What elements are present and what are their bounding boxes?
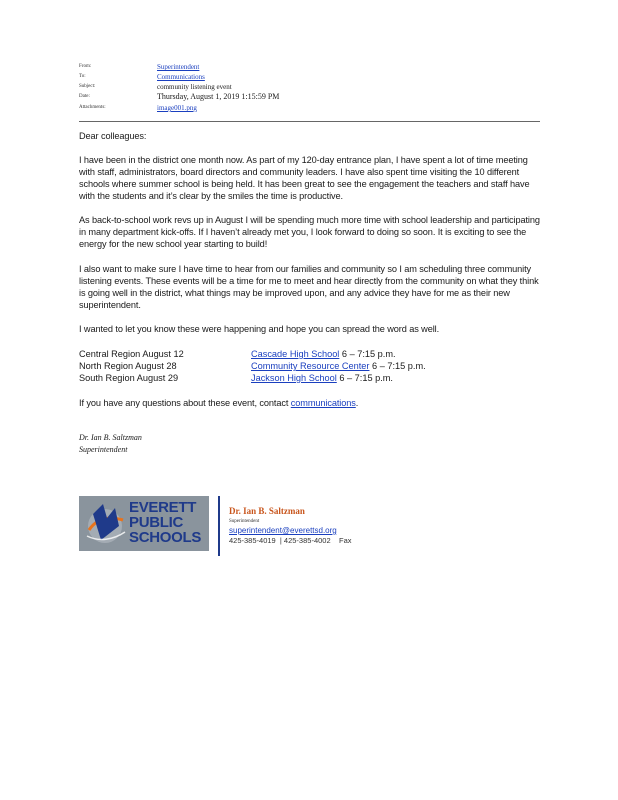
event-time: 6 – 7:15 p.m.: [339, 373, 393, 383]
signature-phone: 425-385-4019: [229, 536, 276, 545]
communications-link[interactable]: communications: [290, 398, 356, 408]
logo-line-schools: SCHOOLS: [129, 529, 202, 546]
signature-email-link[interactable]: superintendent@everettsd.org: [229, 526, 337, 535]
logo-line-public: PUBLIC: [129, 514, 184, 531]
signature-fax-label: Fax: [338, 536, 352, 545]
signature-name: Dr. Ian B. Saltzman: [229, 506, 305, 516]
event-time: 6 – 7:15 p.m.: [341, 349, 396, 359]
logo-line-everett: EVERETT: [129, 499, 197, 516]
signature-contact: [229, 536, 352, 545]
event-venue-link[interactable]: Jackson High School: [251, 373, 337, 383]
sign-title: Superintendent: [79, 445, 128, 454]
event-region: South Region August 29: [79, 373, 179, 383]
signature-title: Superintendent: [229, 519, 260, 524]
event-time: 6 – 7:15 p.m.: [372, 361, 426, 371]
event-region: North Region August 28: [79, 361, 177, 371]
paragraph-1: I have been in the district one month now. As part of my 120-day entrance plan, I have spent a lot of time meeting with staff, administrators, board directors and community leaders. I have also spent time visiting the 10 different schools where summer school is being held. It has been great to see the engagement the teachers and staff have with the students and it’s clear by the smiles the time is productive.: [79, 155, 530, 201]
date-value: Thursday, August 1, 2019 1:15:59 PM: [157, 92, 280, 101]
from-label: From:: [79, 64, 92, 69]
signature-fax-number: | 425-385-4002: [279, 536, 331, 545]
sign-name: Dr. Ian B. Saltzman: [79, 433, 142, 442]
date-label: Date:: [79, 94, 90, 99]
greeting: Dear colleagues:: [79, 131, 147, 141]
contact-line: [79, 397, 544, 409]
from-link[interactable]: Superintendent: [157, 63, 200, 71]
paragraph-3: I also want to make sure I have time to hear from our families and community so I am scheduling three community listening events. These events will be a time for me to meet and hear directly from the community on what they think is going well in the district, what things may be improved upon, and any advice they have for me as their new superintendent.: [79, 264, 539, 310]
paragraph-2: As back-to-school work revs up in August I will be spending much more time with school leadership and participating in many department kick-offs. If I haven’t already met you, I look forward to doing so soon. It is exciting to see the energy for the new school year starting to build!: [79, 215, 540, 249]
paragraph-4: I wanted to let you know these were happening and hope you can spread the word as well.: [79, 324, 440, 334]
attachments-label: Attachments:: [79, 105, 106, 110]
header-divider: [79, 121, 540, 122]
subject-label: Subject:: [79, 84, 96, 89]
to-label: To:: [79, 74, 86, 79]
event-region: Central Region August 12: [79, 349, 184, 359]
signature-divider: [218, 496, 220, 556]
everett-public-schools-logo: [79, 496, 209, 551]
contact-suffix: .: [355, 398, 359, 408]
to-link[interactable]: Communications: [157, 73, 205, 81]
event-venue-link[interactable]: Community Resource Center: [251, 361, 370, 371]
event-venue-link[interactable]: Cascade High School: [251, 349, 340, 359]
attachment-link[interactable]: image001.png: [157, 104, 197, 112]
subject-value: community listening event: [157, 83, 232, 91]
email-header: [79, 62, 539, 118]
contact-prefix: If you have any questions about these event, contact: [79, 398, 291, 408]
